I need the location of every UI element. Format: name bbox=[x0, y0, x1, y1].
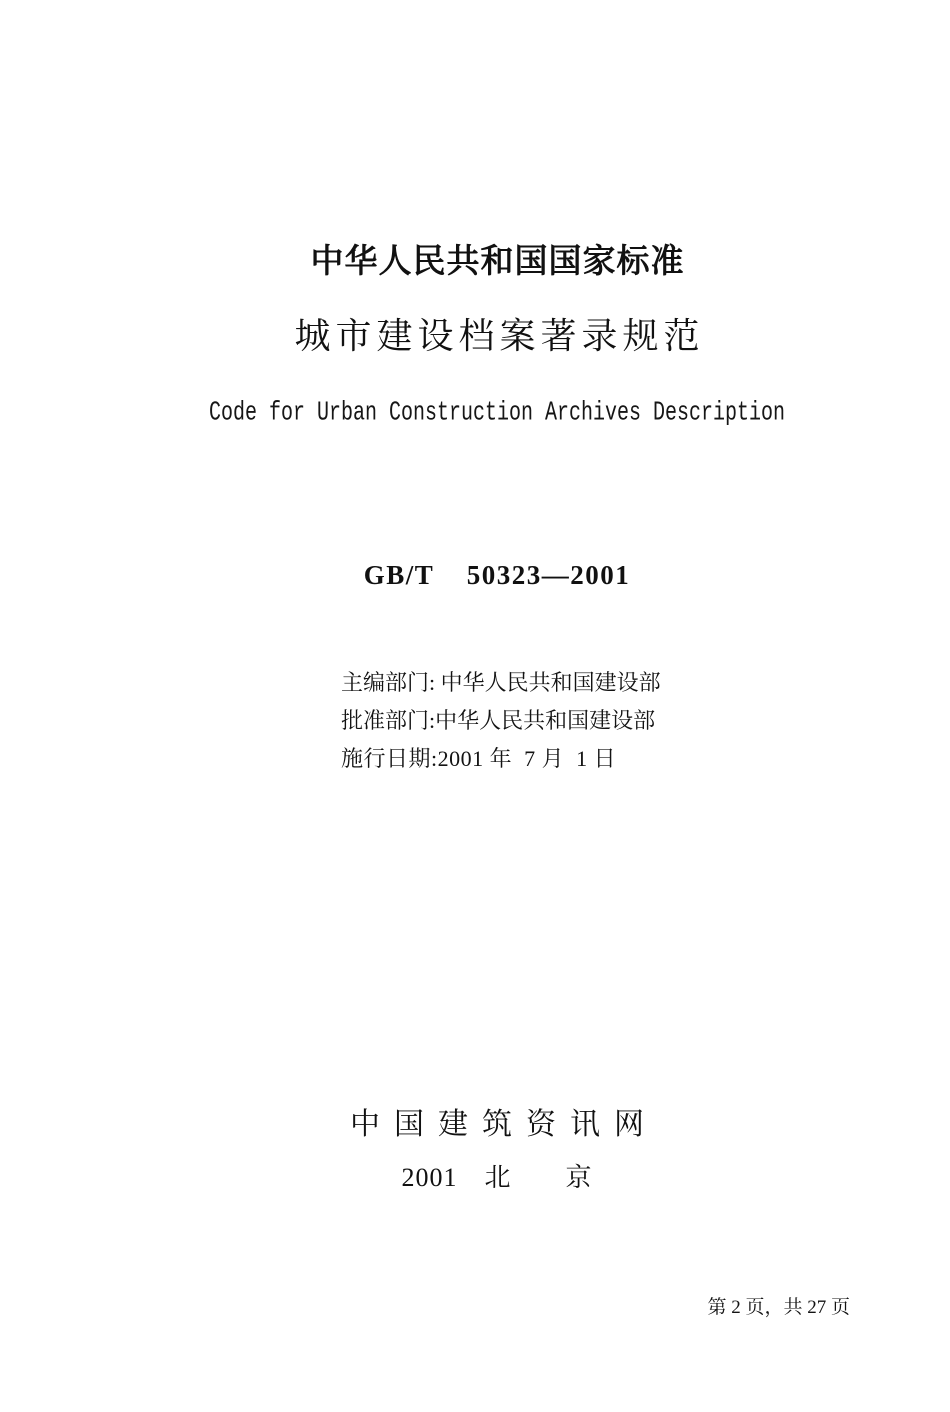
national-standard-label: 中华人民共和国国家标准 bbox=[310, 244, 685, 280]
document-title-english: Code for Urban Construction Archives Description bbox=[208, 397, 786, 430]
approval-department: 批准部门:中华人民共和国建设部 bbox=[341, 708, 656, 733]
effective-date: 施行日期:2001 年 7 月 1 日 bbox=[341, 746, 617, 771]
chief-editor-department: 主编部门: 中华人民共和国建设部 bbox=[341, 670, 661, 695]
document-title-chinese: 城市建设档案著录规范 bbox=[294, 316, 705, 356]
standard-code: GB/T 50323—2001 bbox=[363, 560, 631, 590]
publication-year-city: 2001 北 京 bbox=[401, 1163, 593, 1192]
publisher-name: 中国建筑资讯网 bbox=[350, 1108, 658, 1141]
page-number-indicator: 第 2 页，共 27 页 bbox=[707, 1297, 850, 1318]
